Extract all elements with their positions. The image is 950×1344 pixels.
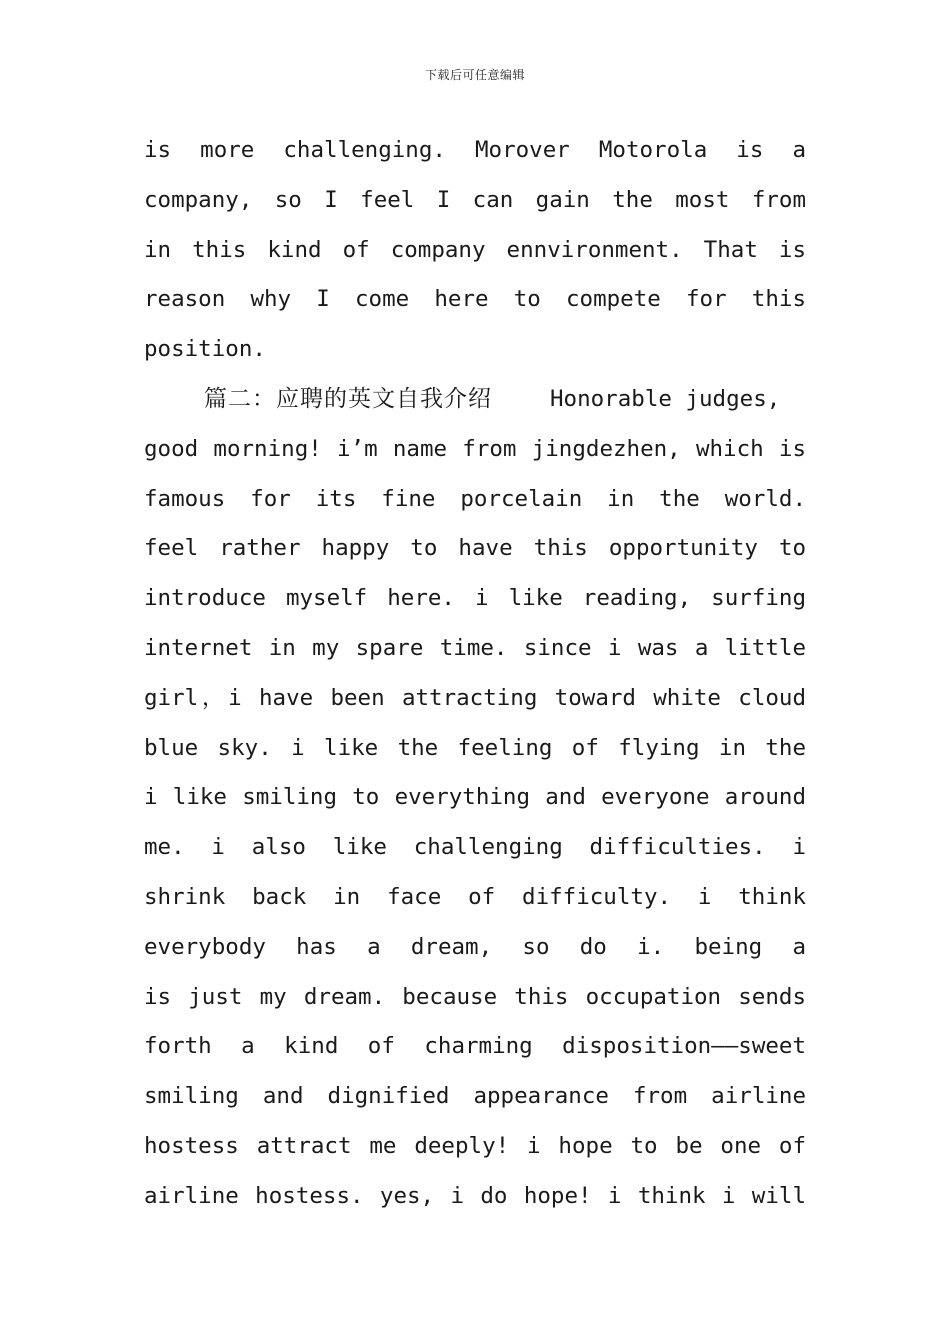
- text-line: position.: [144, 336, 266, 363]
- page-header: 下载后可任意编辑: [424, 68, 525, 82]
- text-line: feel rather happy to have this opportunity to: [144, 535, 806, 562]
- text-line: internet in my spare time. since i was a little: [144, 634, 806, 661]
- text-line: me. i also like challenging difficulties. i: [144, 834, 806, 861]
- text-line-fragment: Honorable judges,: [550, 385, 781, 412]
- text-line: good morning! i’m name from jingdezhen, which is: [144, 435, 806, 462]
- section-heading: 篇二：应聘的英文自我介绍: [204, 385, 492, 412]
- text-line: is more challenging. Morover Motorola is a: [144, 137, 806, 163]
- text-line: blue sky. i like the feeling of flying in the: [144, 734, 806, 761]
- text-line: everybody has a dream, so do i. being a: [144, 933, 806, 960]
- text-line: shrink back in face of difficulty. i think: [144, 883, 806, 910]
- text-line: hostess attract me deeply! i hope to be one of: [144, 1132, 806, 1159]
- text-line: is just my dream. because this occupation sends: [144, 983, 806, 1010]
- text-line: girl，i have been attracting toward white cloud: [144, 684, 806, 711]
- document-body: [144, 126, 806, 1222]
- text-line: airline hostess. yes, i do hope! i think i will: [144, 1182, 806, 1209]
- text-line: reason why I come here to compete for this: [144, 286, 806, 313]
- heading-line: [144, 375, 806, 425]
- text-line: forth a kind of charming disposition——sweet: [144, 1033, 806, 1060]
- text-line: introduce myself here. i like reading, surfing: [144, 585, 806, 612]
- text-line: in this kind of company ennvironment. That is: [144, 236, 806, 263]
- text-line: smiling and dignified appearance from airline: [144, 1083, 806, 1110]
- text-line: famous for its fine porcelain in the world.: [144, 485, 806, 512]
- text-line: company, so I feel I can gain the most from: [144, 186, 806, 213]
- text-line: i like smiling to everything and everyone around: [144, 784, 806, 811]
